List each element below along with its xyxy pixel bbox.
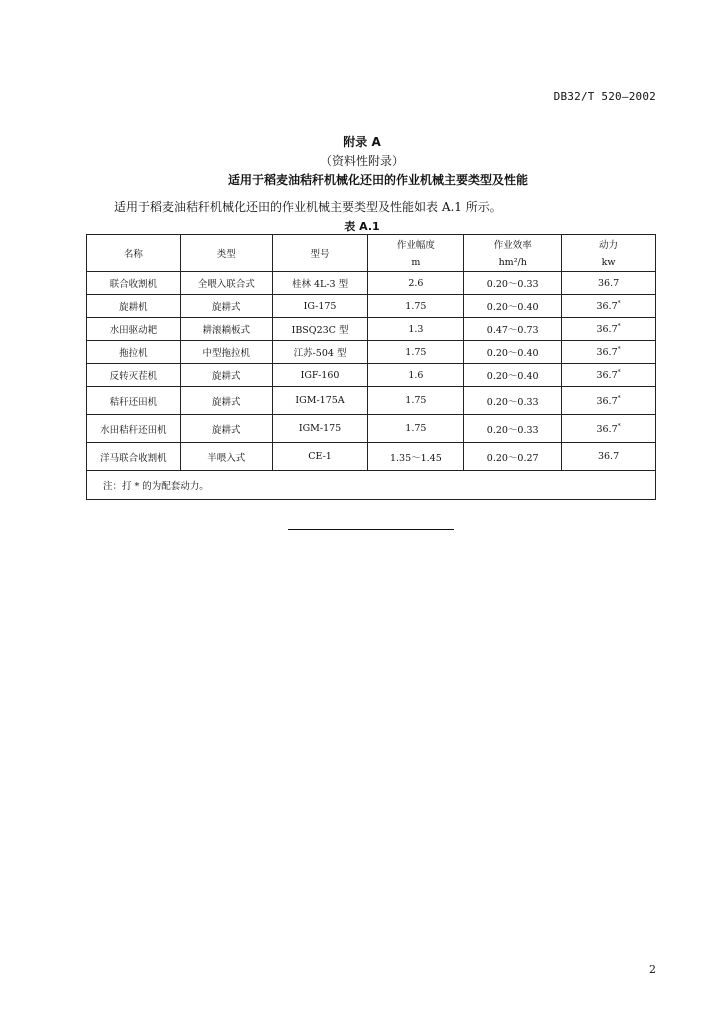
header-width-unit: m [368, 253, 464, 272]
table-row [87, 443, 656, 471]
cell-width: 1.6 [368, 364, 464, 387]
cell-efficiency: 0.20～0.40 [464, 364, 562, 387]
cell-name: 拖拉机 [87, 341, 181, 364]
power-marker: * [617, 369, 621, 376]
table-caption: 表 A.1 [344, 220, 380, 233]
cell-power [562, 295, 656, 318]
cell-name: 秸秆还田机 [87, 387, 181, 415]
table-row [87, 295, 656, 318]
cell-width: 1.75 [368, 387, 464, 415]
cell-efficiency: 0.20～0.33 [464, 387, 562, 415]
cell-power [562, 415, 656, 443]
table-row [87, 364, 656, 387]
cell-type: 中型拖拉机 [180, 341, 272, 364]
table-header [87, 235, 656, 272]
cell-name: 洋马联合收割机 [87, 443, 181, 471]
header-power-unit: kw [562, 253, 656, 272]
cell-power [562, 341, 656, 364]
end-rule [288, 529, 454, 530]
power-marker: * [617, 300, 621, 307]
cell-type: 全喂入联合式 [180, 272, 272, 295]
table-row [87, 318, 656, 341]
header-power: 动力 [562, 235, 656, 254]
cell-efficiency: 0.20～0.40 [464, 295, 562, 318]
cell-power [562, 443, 656, 471]
cell-model: CE-1 [272, 443, 368, 471]
cell-name: 旋耕机 [87, 295, 181, 318]
power-value: 36.7 [596, 395, 618, 407]
header-efficiency-unit: hm²/h [464, 253, 562, 272]
power-value: 36.7 [596, 301, 618, 312]
cell-efficiency: 0.20～0.40 [464, 341, 562, 364]
table-row [87, 387, 656, 415]
page-number: 2 [649, 963, 656, 976]
cell-width: 1.75 [368, 415, 464, 443]
cell-model: IBSQ23C 型 [272, 318, 368, 341]
header-model: 型号 [272, 235, 368, 272]
cell-name: 反转灭茬机 [87, 364, 181, 387]
table-note-row [87, 471, 656, 500]
power-marker: * [617, 323, 621, 330]
machinery-table [86, 234, 656, 500]
table-note: 注：打 * 的为配套动力。 [87, 471, 656, 500]
cell-power [562, 387, 656, 415]
cell-efficiency: 0.20～0.33 [464, 415, 562, 443]
cell-efficiency: 0.47～0.73 [464, 318, 562, 341]
cell-model: IG-175 [272, 295, 368, 318]
power-value: 36.7 [597, 451, 620, 462]
table-body [87, 272, 656, 500]
cell-model: IGM-175 [272, 415, 368, 443]
cell-type: 半喂入式 [180, 443, 272, 471]
appendix-title: 附录 A [343, 135, 381, 149]
cell-efficiency: 0.20～0.27 [464, 443, 562, 471]
appendix-heading: 适用于稻麦油秸秆机械化还田的作业机械主要类型及性能 [227, 173, 528, 187]
cell-model: 江苏-504 型 [272, 341, 368, 364]
intro-paragraph: 适用于稻麦油秸秆机械化还田的作业机械主要类型及性能如表 A.1 所示。 [114, 200, 502, 214]
header-width: 作业幅度 [368, 235, 464, 254]
cell-power [562, 272, 656, 295]
table-row [87, 272, 656, 295]
power-value: 36.7 [597, 277, 620, 289]
cell-power [562, 318, 656, 341]
table-row [87, 341, 656, 364]
cell-power [562, 364, 656, 387]
appendix-note: （资料性附录） [319, 154, 404, 168]
cell-type: 旋耕式 [180, 387, 272, 415]
cell-efficiency: 0.20～0.33 [464, 272, 562, 295]
cell-type: 耕滚耥板式 [180, 318, 272, 341]
cell-model: 桂林 4L-3 型 [272, 272, 368, 295]
standard-number: DB32/T 520—2002 [553, 90, 656, 103]
table-row [87, 415, 656, 443]
cell-type: 旋耕式 [180, 415, 272, 443]
power-value: 36.7 [596, 347, 618, 358]
power-marker: * [617, 346, 621, 353]
cell-model: IGM-175A [272, 387, 368, 415]
cell-name: 水田驱动耙 [87, 318, 181, 341]
cell-model: IGF-160 [272, 364, 368, 387]
header-name: 名称 [87, 235, 181, 272]
header-type: 类型 [180, 235, 272, 272]
cell-name: 联合收割机 [87, 272, 181, 295]
cell-width: 1.75 [368, 295, 464, 318]
power-value: 36.7 [596, 324, 618, 335]
power-marker: * [617, 394, 621, 402]
cell-width: 2.6 [368, 272, 464, 295]
header-efficiency: 作业效率 [464, 235, 562, 254]
cell-width: 1.3 [368, 318, 464, 341]
cell-type: 旋耕式 [180, 295, 272, 318]
power-marker: * [617, 422, 621, 430]
cell-width: 1.35～1.45 [368, 443, 464, 471]
cell-name: 水田秸秆还田机 [87, 415, 181, 443]
cell-type: 旋耕式 [180, 364, 272, 387]
power-value: 36.7 [596, 423, 618, 435]
cell-width: 1.75 [368, 341, 464, 364]
power-value: 36.7 [596, 370, 618, 381]
